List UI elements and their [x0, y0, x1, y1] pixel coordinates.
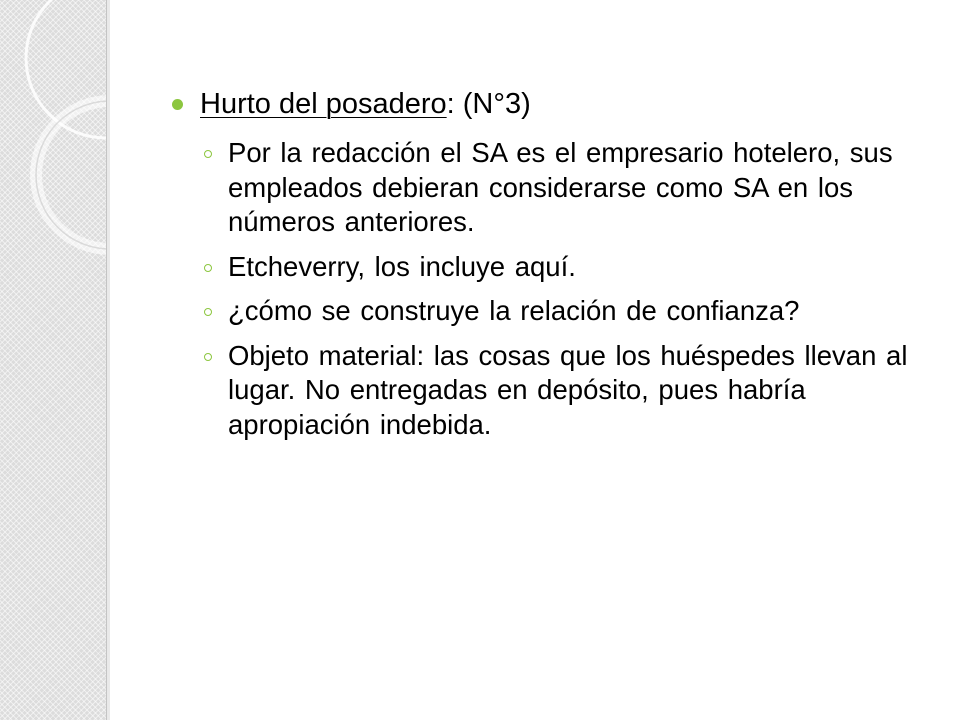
ring-bullet-icon	[204, 353, 212, 361]
heading-rest-text: : (N°3)	[446, 88, 531, 120]
filled-bullet-icon	[172, 99, 183, 110]
sub-point	[170, 250, 930, 285]
circle-ornament-icon	[0, 0, 106, 720]
ring-bullet-icon	[204, 150, 212, 158]
ring-bullet-icon	[204, 308, 212, 316]
sub-point	[170, 294, 930, 329]
side-band-edge	[106, 0, 110, 720]
ring-bullet-icon	[204, 264, 212, 272]
sub-point-text: ¿cómo se construye la relación de confianza?	[228, 295, 800, 326]
heading-underlined-text: Hurto del posadero	[200, 88, 447, 120]
sub-point-text: Por la redacción el SA es el empresario hotelero, sus empleados debieran considerarse como SA en los números anteriores.	[228, 137, 893, 237]
slide-content	[170, 84, 930, 452]
sub-point-list	[170, 136, 930, 442]
sub-point	[170, 339, 930, 443]
decorative-side-band	[0, 0, 106, 720]
slide-heading	[170, 84, 930, 124]
sub-point-text: Objeto material: las cosas que los huéspedes llevan al lugar. No entregadas en depósito, pues habría apropiación indebida.	[228, 339, 908, 440]
sub-point	[170, 136, 930, 240]
sub-point-text: Etcheverry, los incluye aquí.	[228, 250, 576, 282]
